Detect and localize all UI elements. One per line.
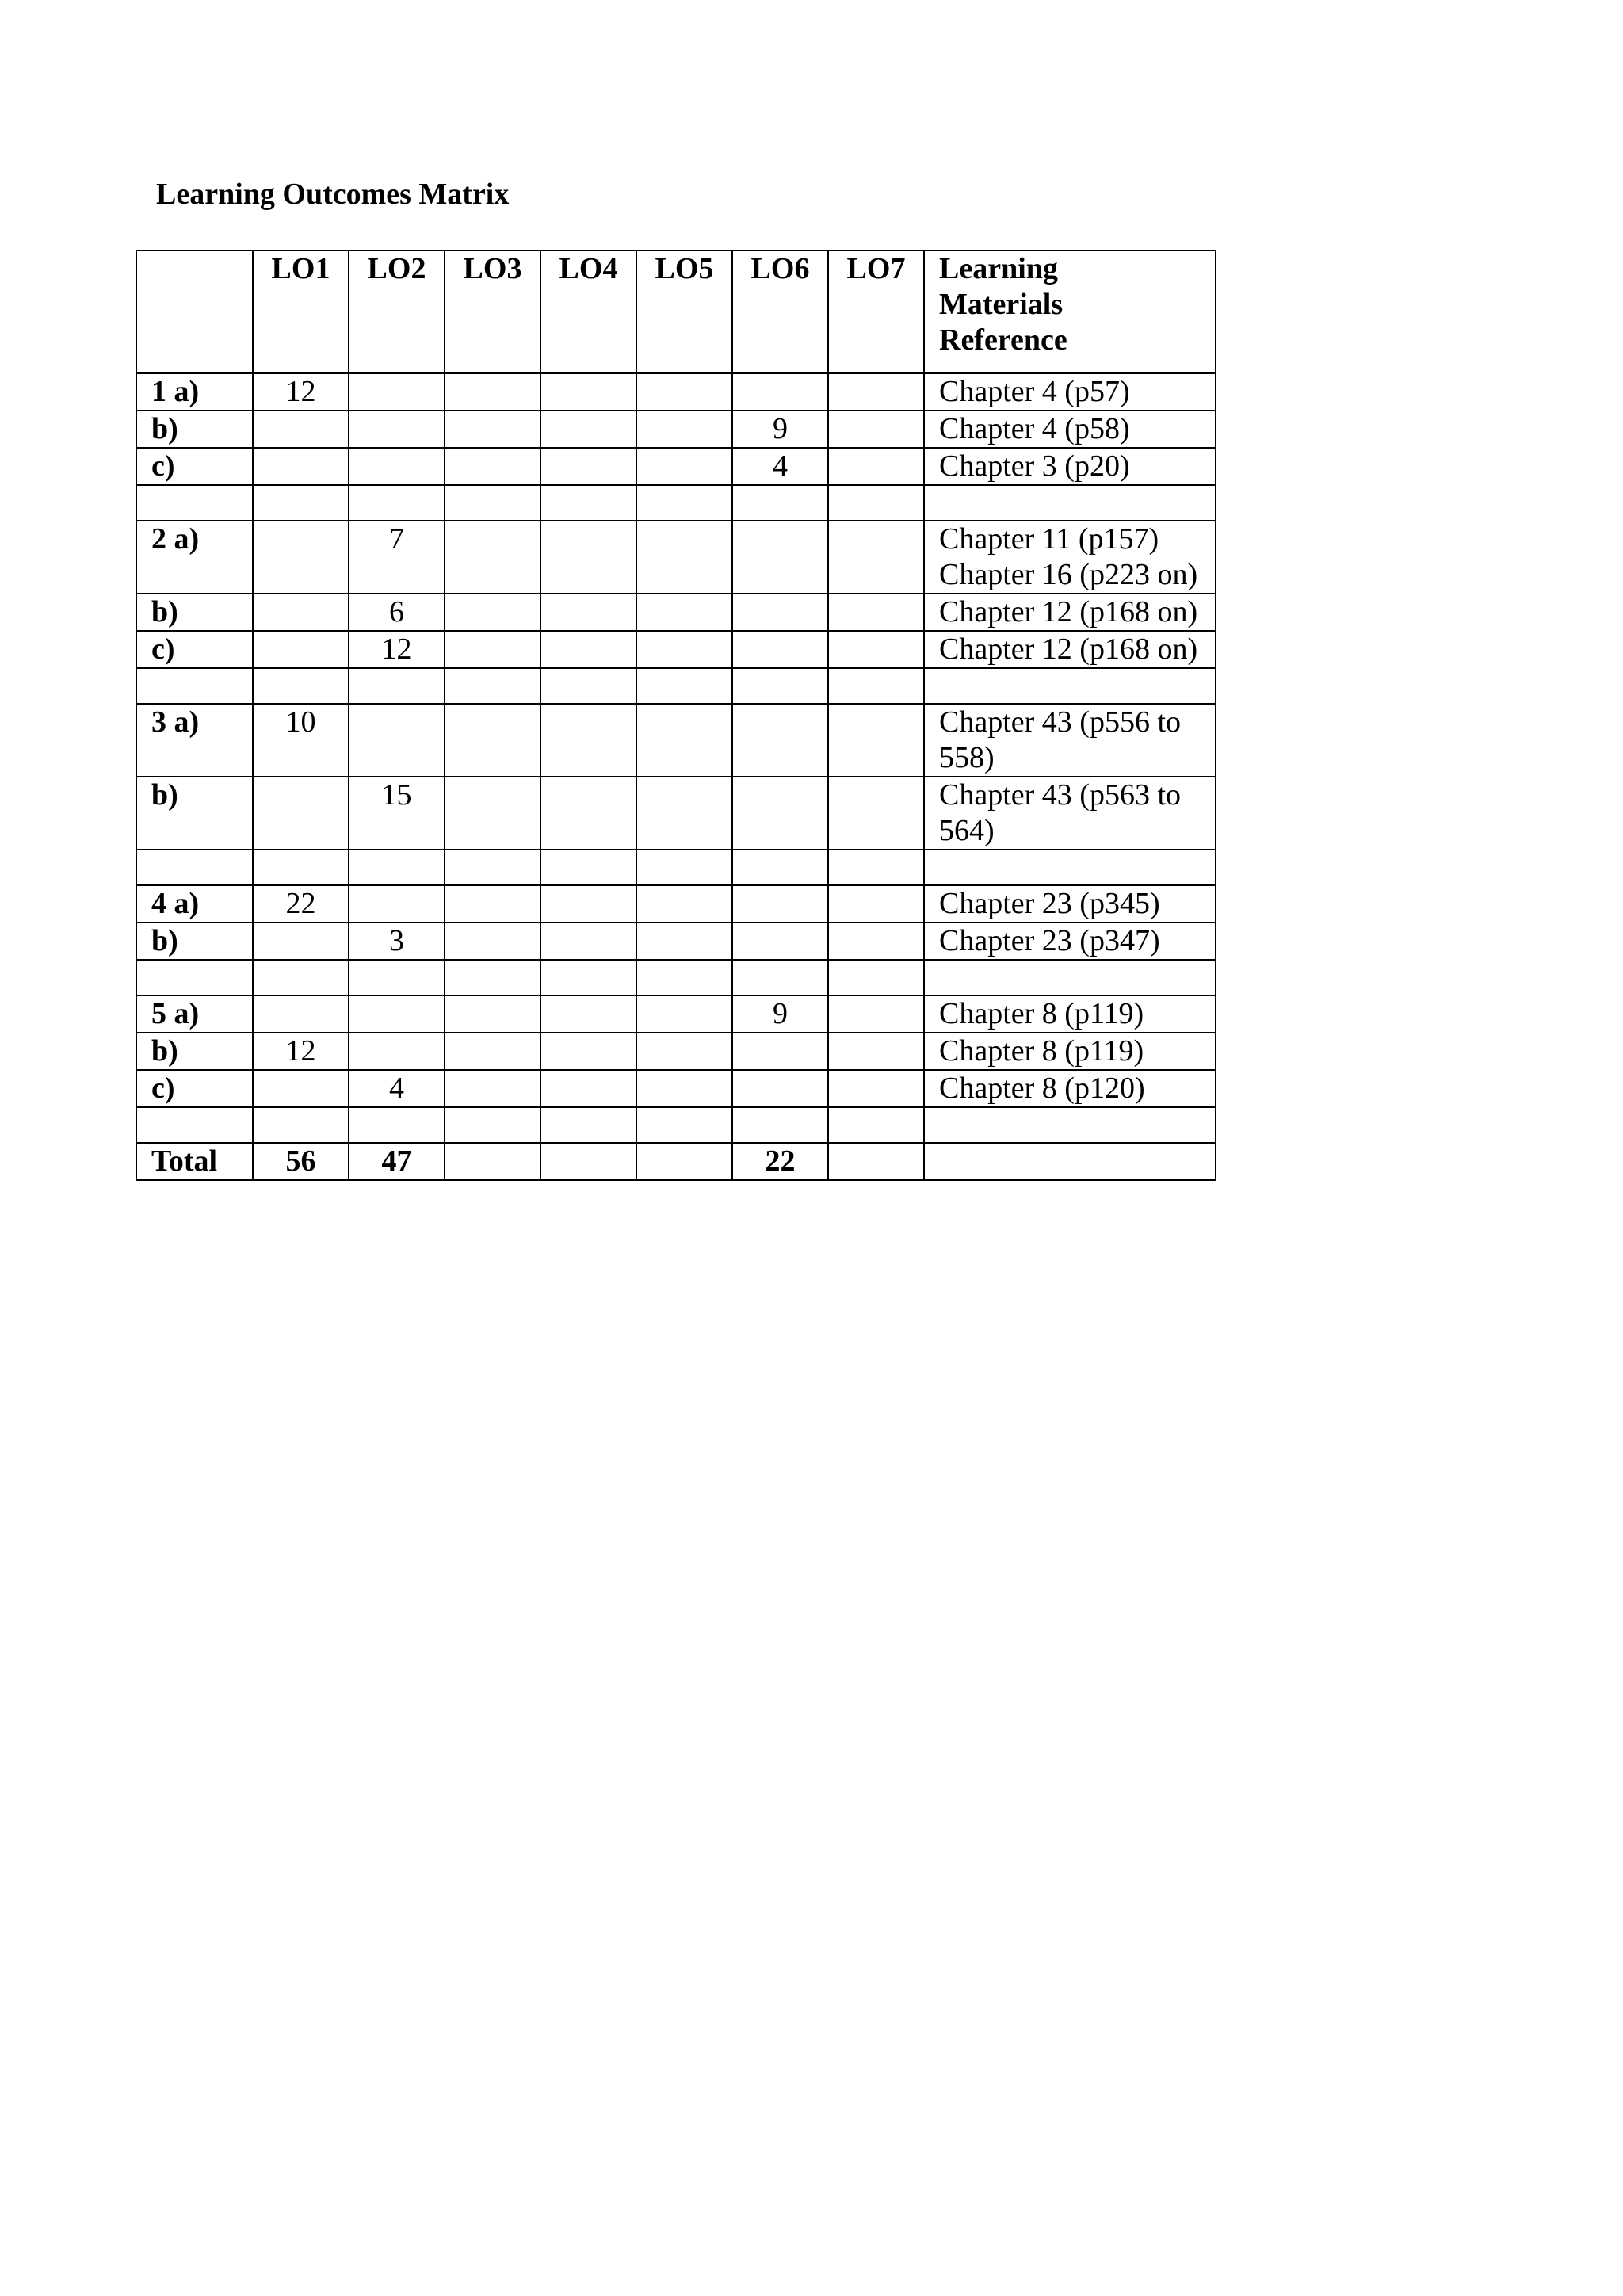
empty-cell	[636, 1107, 732, 1143]
row-label: 4 a)	[136, 885, 253, 923]
score-cell-lo2	[349, 995, 445, 1033]
score-cell-lo1	[253, 995, 349, 1033]
score-cell-lo5	[636, 448, 732, 485]
score-cell-lo2: 12	[349, 631, 445, 668]
reference-line: Chapter 43 (p556 to	[939, 705, 1182, 739]
score-cell-lo1	[253, 777, 349, 850]
row-label: c)	[136, 1070, 253, 1107]
score-cell-lo3	[445, 923, 540, 960]
table-row	[136, 411, 1216, 448]
reference-line: Chapter 3 (p20)	[939, 449, 1130, 483]
total-row	[136, 1143, 1216, 1180]
table-row	[136, 1033, 1216, 1070]
score-cell-lo4	[540, 1070, 636, 1107]
col-header-lo5: LO5	[636, 250, 732, 373]
reference-line: Chapter 23 (p345)	[939, 887, 1160, 920]
score-cell-lo1	[253, 411, 349, 448]
empty-cell	[732, 485, 828, 521]
score-cell-lo4	[540, 995, 636, 1033]
reference-line: Chapter 8 (p119)	[939, 1034, 1144, 1068]
reference-cell	[924, 1033, 1216, 1070]
reference-line: Chapter 12 (p168 on)	[939, 595, 1198, 628]
col-header-lo6: LO6	[732, 250, 828, 373]
score-cell-lo2: 7	[349, 521, 445, 594]
reference-cell	[924, 521, 1216, 594]
score-cell-lo7	[828, 448, 924, 485]
score-cell-lo5	[636, 923, 732, 960]
score-cell-lo2: 6	[349, 594, 445, 631]
empty-cell	[540, 1107, 636, 1143]
score-cell-lo1	[253, 1070, 349, 1107]
score-cell-lo7	[828, 373, 924, 411]
empty-cell	[828, 1107, 924, 1143]
score-cell-lo5	[636, 1070, 732, 1107]
col-header-lo2: LO2	[349, 250, 445, 373]
score-cell-lo5	[636, 1033, 732, 1070]
score-cell-lo6: 9	[732, 995, 828, 1033]
score-cell-lo4	[540, 923, 636, 960]
empty-cell	[445, 960, 540, 995]
reference-line: Chapter 23 (p347)	[939, 924, 1160, 957]
score-cell-lo1: 12	[253, 373, 349, 411]
score-cell-lo3	[445, 631, 540, 668]
table-row	[136, 373, 1216, 411]
score-cell-lo7	[828, 1033, 924, 1070]
score-cell-lo1	[253, 923, 349, 960]
empty-cell	[445, 668, 540, 704]
score-cell-lo3	[445, 594, 540, 631]
score-cell-lo5	[636, 631, 732, 668]
empty-cell	[349, 668, 445, 704]
empty-cell	[349, 960, 445, 995]
corner-cell	[136, 250, 253, 373]
reference-cell	[924, 704, 1216, 777]
score-cell-lo7	[828, 923, 924, 960]
empty-cell	[349, 1107, 445, 1143]
empty-cell	[732, 1107, 828, 1143]
score-cell-lo3	[445, 1033, 540, 1070]
empty-cell	[253, 960, 349, 995]
score-cell-lo2	[349, 448, 445, 485]
table-row	[136, 594, 1216, 631]
score-cell-lo3	[445, 885, 540, 923]
score-cell-lo4	[540, 411, 636, 448]
row-label: b)	[136, 1033, 253, 1070]
score-cell-lo3	[445, 411, 540, 448]
score-cell-lo1: 22	[253, 885, 349, 923]
total-cell-lo1: 56	[253, 1143, 349, 1180]
score-cell-lo4	[540, 373, 636, 411]
empty-cell	[636, 850, 732, 885]
score-cell-lo6	[732, 521, 828, 594]
score-cell-lo5	[636, 594, 732, 631]
score-cell-lo5	[636, 704, 732, 777]
col-header-reference: Learning Materials Reference	[924, 250, 1216, 373]
score-cell-lo6	[732, 885, 828, 923]
score-cell-lo1	[253, 521, 349, 594]
score-cell-lo1	[253, 448, 349, 485]
score-cell-lo6	[732, 631, 828, 668]
score-cell-lo7	[828, 594, 924, 631]
empty-cell	[349, 850, 445, 885]
table-row	[136, 923, 1216, 960]
table-row	[136, 1070, 1216, 1107]
col-header-lo1: LO1	[253, 250, 349, 373]
reference-cell	[924, 995, 1216, 1033]
score-cell-lo4	[540, 594, 636, 631]
table-row	[136, 631, 1216, 668]
row-label: b)	[136, 777, 253, 850]
score-cell-lo5	[636, 995, 732, 1033]
empty-cell	[636, 485, 732, 521]
score-cell-lo5	[636, 411, 732, 448]
table-row	[136, 521, 1216, 594]
empty-cell	[732, 850, 828, 885]
reference-line: Chapter 16 (p223 on)	[939, 558, 1198, 591]
spacer-row	[136, 668, 1216, 704]
empty-cell	[253, 485, 349, 521]
score-cell-lo3	[445, 995, 540, 1033]
empty-cell	[828, 960, 924, 995]
score-cell-lo5	[636, 521, 732, 594]
col-header-lo7: LO7	[828, 250, 924, 373]
empty-cell	[136, 1107, 253, 1143]
row-label: 5 a)	[136, 995, 253, 1033]
reference-cell	[924, 885, 1216, 923]
empty-cell	[253, 1107, 349, 1143]
spacer-row	[136, 850, 1216, 885]
total-cell-lo4	[540, 1143, 636, 1180]
score-cell-lo2	[349, 885, 445, 923]
spacer-row	[136, 960, 1216, 995]
reference-cell	[924, 1070, 1216, 1107]
score-cell-lo2	[349, 1033, 445, 1070]
empty-cell	[540, 850, 636, 885]
score-cell-lo2	[349, 411, 445, 448]
score-cell-lo7	[828, 995, 924, 1033]
total-label: Total	[136, 1143, 253, 1180]
row-label: 3 a)	[136, 704, 253, 777]
empty-cell	[445, 1107, 540, 1143]
spacer-row	[136, 485, 1216, 521]
total-cell-lo7	[828, 1143, 924, 1180]
score-cell-lo4	[540, 885, 636, 923]
score-cell-lo6	[732, 1033, 828, 1070]
total-cell-lo6: 22	[732, 1143, 828, 1180]
empty-cell	[253, 850, 349, 885]
reference-cell	[924, 448, 1216, 485]
score-cell-lo6: 9	[732, 411, 828, 448]
empty-cell	[924, 485, 1216, 521]
score-cell-lo1: 10	[253, 704, 349, 777]
score-cell-lo7	[828, 631, 924, 668]
score-cell-lo6	[732, 1070, 828, 1107]
score-cell-lo4	[540, 631, 636, 668]
empty-cell	[349, 485, 445, 521]
reference-line: Chapter 4 (p58)	[939, 412, 1130, 445]
reference-cell	[924, 631, 1216, 668]
empty-cell	[924, 668, 1216, 704]
score-cell-lo6	[732, 777, 828, 850]
score-cell-lo5	[636, 777, 732, 850]
score-cell-lo4	[540, 448, 636, 485]
row-label: c)	[136, 631, 253, 668]
score-cell-lo3	[445, 704, 540, 777]
score-cell-lo7	[828, 777, 924, 850]
score-cell-lo2: 4	[349, 1070, 445, 1107]
col-header-lo4: LO4	[540, 250, 636, 373]
total-reference-cell	[924, 1143, 1216, 1180]
score-cell-lo3	[445, 777, 540, 850]
score-cell-lo1: 12	[253, 1033, 349, 1070]
score-cell-lo6	[732, 594, 828, 631]
reference-cell	[924, 373, 1216, 411]
row-label: 1 a)	[136, 373, 253, 411]
empty-cell	[636, 668, 732, 704]
col-header-lo3: LO3	[445, 250, 540, 373]
score-cell-lo7	[828, 1070, 924, 1107]
reference-line: Chapter 4 (p57)	[939, 375, 1130, 408]
row-label: c)	[136, 448, 253, 485]
row-label: b)	[136, 923, 253, 960]
reference-line: Chapter 11 (p157)	[939, 522, 1159, 556]
score-cell-lo5	[636, 373, 732, 411]
reference-line: Chapter 43 (p563 to	[939, 778, 1182, 812]
score-cell-lo1	[253, 631, 349, 668]
empty-cell	[136, 668, 253, 704]
empty-cell	[828, 850, 924, 885]
learning-outcomes-table	[136, 250, 1216, 1181]
row-label: b)	[136, 594, 253, 631]
empty-cell	[445, 485, 540, 521]
total-cell-lo3	[445, 1143, 540, 1180]
row-label: 2 a)	[136, 521, 253, 594]
empty-cell	[540, 960, 636, 995]
total-cell-lo2: 47	[349, 1143, 445, 1180]
score-cell-lo3	[445, 521, 540, 594]
empty-cell	[924, 850, 1216, 885]
score-cell-lo7	[828, 704, 924, 777]
score-cell-lo7	[828, 885, 924, 923]
row-label: b)	[136, 411, 253, 448]
empty-cell	[924, 1107, 1216, 1143]
empty-cell	[732, 668, 828, 704]
score-cell-lo7	[828, 411, 924, 448]
reference-line: 564)	[939, 814, 995, 847]
score-cell-lo3	[445, 1070, 540, 1107]
score-cell-lo3	[445, 373, 540, 411]
reference-cell	[924, 594, 1216, 631]
score-cell-lo2	[349, 373, 445, 411]
score-cell-lo5	[636, 885, 732, 923]
score-cell-lo1	[253, 594, 349, 631]
score-cell-lo2: 3	[349, 923, 445, 960]
score-cell-lo6	[732, 923, 828, 960]
empty-cell	[253, 668, 349, 704]
score-cell-lo2: 15	[349, 777, 445, 850]
empty-cell	[540, 485, 636, 521]
reference-cell	[924, 923, 1216, 960]
total-cell-lo5	[636, 1143, 732, 1180]
spacer-row	[136, 1107, 1216, 1143]
empty-cell	[445, 850, 540, 885]
reference-cell	[924, 777, 1216, 850]
empty-cell	[732, 960, 828, 995]
score-cell-lo7	[828, 521, 924, 594]
table-row	[136, 777, 1216, 850]
table-row	[136, 885, 1216, 923]
reference-line: Chapter 8 (p120)	[939, 1072, 1145, 1105]
score-cell-lo3	[445, 448, 540, 485]
score-cell-lo6: 4	[732, 448, 828, 485]
score-cell-lo2	[349, 704, 445, 777]
reference-line: Chapter 8 (p119)	[939, 997, 1144, 1030]
reference-cell	[924, 411, 1216, 448]
table-row	[136, 448, 1216, 485]
empty-cell	[828, 668, 924, 704]
empty-cell	[136, 960, 253, 995]
score-cell-lo4	[540, 777, 636, 850]
score-cell-lo6	[732, 373, 828, 411]
table-row	[136, 704, 1216, 777]
table-row	[136, 995, 1216, 1033]
score-cell-lo4	[540, 1033, 636, 1070]
document-title: Learning Outcomes Matrix	[156, 178, 510, 211]
empty-cell	[136, 850, 253, 885]
score-cell-lo4	[540, 704, 636, 777]
score-cell-lo6	[732, 704, 828, 777]
header-row	[136, 250, 1216, 373]
empty-cell	[924, 960, 1216, 995]
empty-cell	[136, 485, 253, 521]
reference-line: 558)	[939, 741, 995, 774]
empty-cell	[828, 485, 924, 521]
score-cell-lo4	[540, 521, 636, 594]
empty-cell	[540, 668, 636, 704]
empty-cell	[636, 960, 732, 995]
reference-line: Chapter 12 (p168 on)	[939, 632, 1198, 666]
